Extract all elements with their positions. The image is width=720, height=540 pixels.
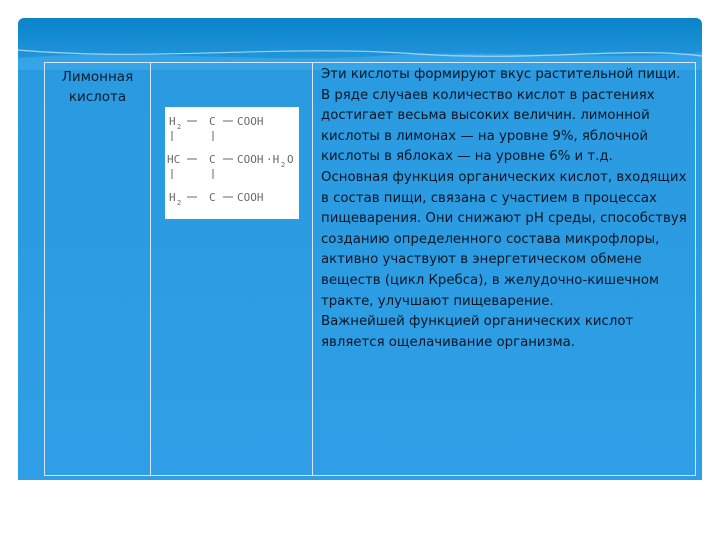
formula-row3-group: COOH	[237, 191, 264, 204]
formula-row2-group: COOH	[237, 153, 264, 166]
formula-row2-extra-tail: O	[287, 153, 294, 166]
formula-row2-extra: ·H	[266, 153, 280, 166]
formula-row2-left: HC	[167, 153, 181, 166]
acid-name-cell	[45, 63, 151, 475]
acid-name: Лимонная кислота	[61, 69, 134, 105]
formula-row2-extra-sub: 2	[281, 161, 286, 169]
formula-row3-left: H	[169, 191, 176, 204]
formula-row2-c: C	[209, 153, 216, 166]
formula-row1-c: C	[209, 115, 216, 128]
paragraph-alkalization: Важнейшей функцией органических кислот является ощелачивание организма.	[321, 314, 634, 350]
formula-row3-sub: 2	[177, 199, 182, 207]
acid-info-table	[44, 62, 696, 476]
formula-row1-sub: 2	[177, 123, 182, 131]
paragraph-amounts: В ряде случаев количество кислот в растениях достигает весьма высоких величин. лимонной кислоты в лимонах — на уровне 9%, яблочной кислоты в яблоках — на уровне 6% и т.д.	[321, 87, 655, 165]
citric-acid-formula-image	[165, 107, 299, 219]
paragraph-function: Основная функция органических кислот, входящих в состав пищи, связана с участием в процессах пищеварения. Они снижают pH среды, способствуя созданию определенного состава микрофлоры, активно участвуют в энергетическом обмене веществ (цикл Кребса), в желудочно-кишечном тракте, улучшают пищеварение.	[321, 169, 687, 309]
description-cell	[313, 63, 697, 475]
formula-cell	[151, 63, 313, 475]
paragraph-taste: Эти кислоты формируют вкус растительной пищи.	[321, 67, 681, 82]
formula-row1-group: COOH	[237, 115, 264, 128]
formula-row3-c: C	[209, 191, 216, 204]
formula-row1-left: H	[169, 115, 176, 128]
description-text	[313, 63, 697, 353]
